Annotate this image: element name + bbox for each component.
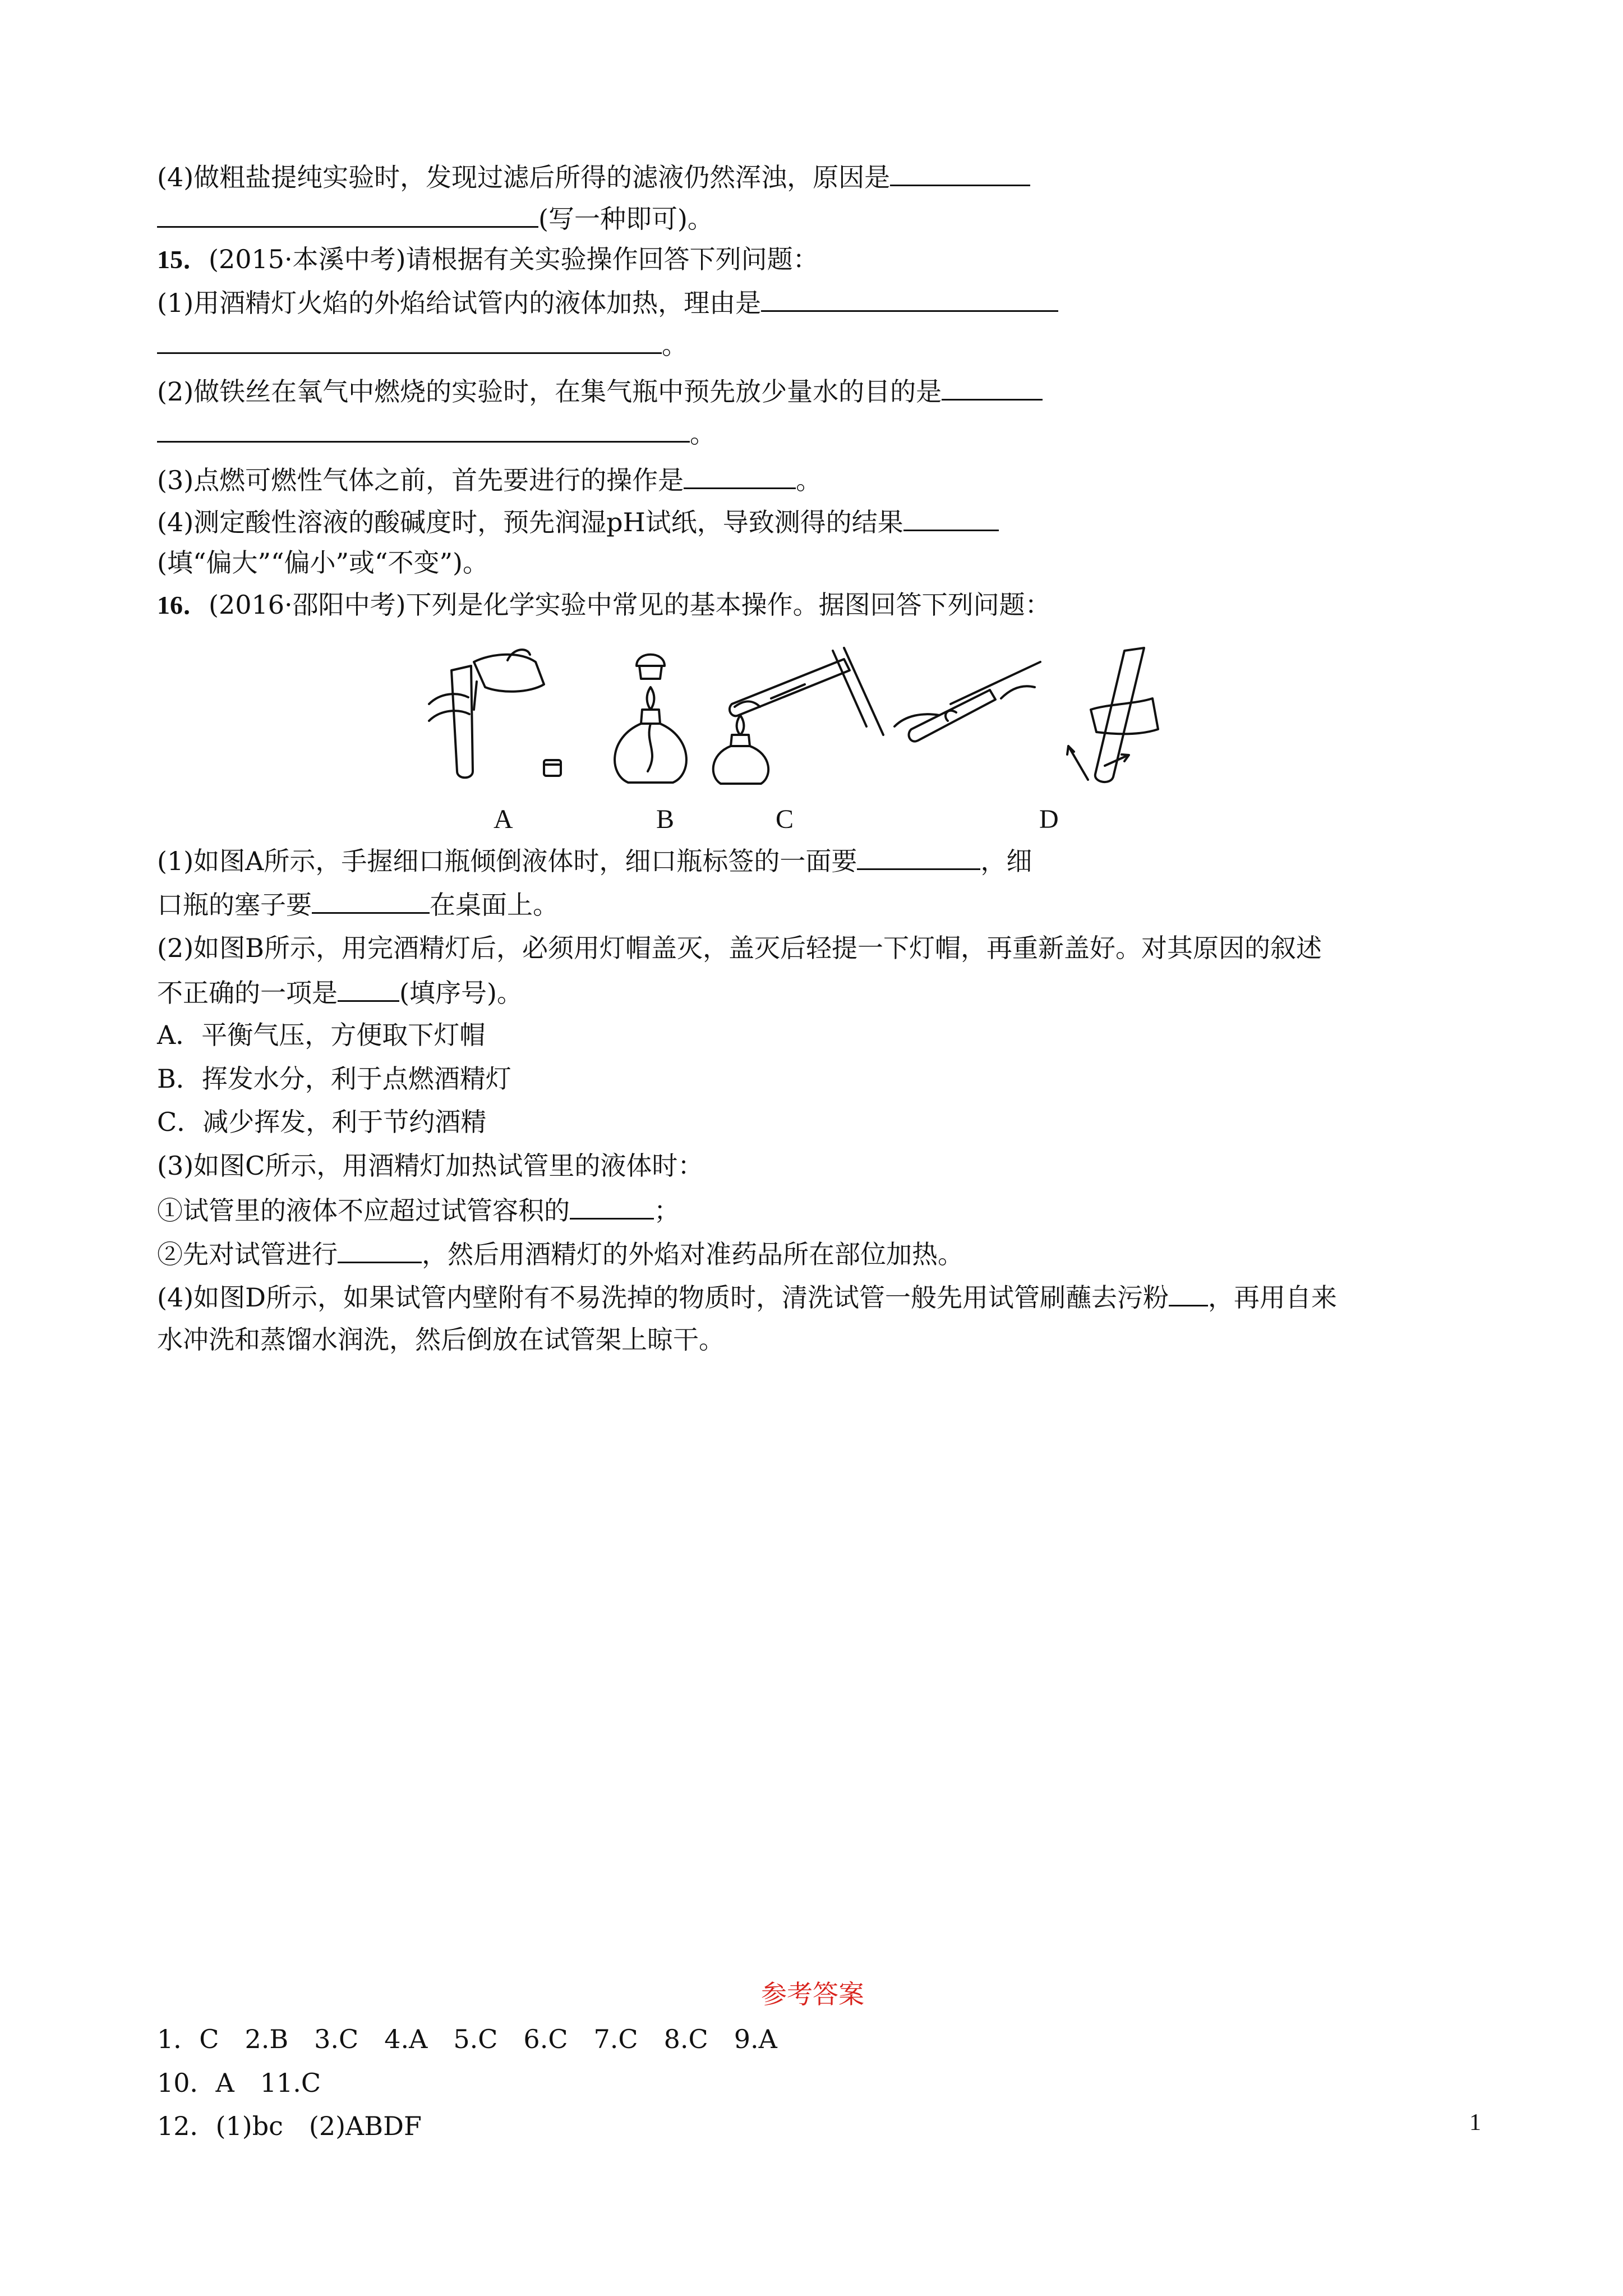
figure-c-heating-icon bbox=[713, 648, 883, 784]
answers-line-3: 12．(1)bc (2)ABDF bbox=[157, 2111, 422, 2141]
q15-header bbox=[157, 242, 819, 277]
answer-blank[interactable] bbox=[1169, 1279, 1208, 1306]
answer-blank[interactable] bbox=[312, 886, 430, 914]
q15-item4-line bbox=[157, 504, 999, 539]
answer-blank[interactable] bbox=[684, 462, 796, 489]
answer-blank[interactable] bbox=[761, 284, 1058, 312]
q16-item3-1b: ； bbox=[654, 1195, 680, 1226]
figure-a-pouring-icon bbox=[429, 650, 561, 777]
q16-item3-1a: ①试管里的液体不应超过试管容积的 bbox=[157, 1195, 570, 1226]
q15-item2-line2 bbox=[157, 415, 716, 450]
end-mark: 。 bbox=[796, 465, 822, 495]
answer-blank[interactable] bbox=[338, 1236, 422, 1263]
q16-option-c: C．减少挥发，利于节约酒精 bbox=[157, 1107, 487, 1137]
q16-item3-1-line bbox=[157, 1192, 680, 1227]
figure-label-b: B bbox=[656, 804, 675, 834]
q15-item1-line2 bbox=[157, 326, 688, 362]
q16-item4-line2: 水冲洗和蒸馏水润洗，然后倒放在试管架上晾干。 bbox=[157, 1324, 725, 1355]
lab-apparatus-figure bbox=[418, 631, 1203, 839]
q14-item4-line2 bbox=[157, 200, 713, 236]
question-source: (2016·邵阳中考) bbox=[209, 590, 406, 620]
q16-item4-b: ，再用自来 bbox=[1208, 1282, 1338, 1313]
q16-header bbox=[157, 588, 1051, 622]
q14-item4-tail: (写一种即可)。 bbox=[538, 204, 713, 234]
page-number: 1 bbox=[1469, 2110, 1481, 2136]
q16-option-a: A．平衡气压，方便取下灯帽 bbox=[157, 1020, 486, 1050]
answer-blank[interactable] bbox=[942, 373, 1043, 401]
q16-option-b: B．挥发水分，利于点燃酒精灯 bbox=[157, 1064, 511, 1094]
q16-item2-b: 不正确的一项是 bbox=[157, 978, 338, 1008]
answers-line-1: 1．C 2.B 3.C 4.A 5.C 6.C 7.C 8.C 9.A bbox=[157, 2024, 777, 2054]
q15-item3: (3)点燃可燃性气体之前，首先要进行的操作是 bbox=[157, 465, 684, 495]
answer-blank[interactable] bbox=[157, 326, 662, 354]
answer-blank[interactable] bbox=[338, 974, 399, 1002]
q16-item2-c: (填序号)。 bbox=[399, 978, 523, 1008]
q16-item1-c: 口瓶的塞子要 bbox=[157, 890, 312, 920]
q15-item1-line bbox=[157, 284, 1058, 320]
q16-item4-a: (4)如图D所示，如果试管内壁附有不易洗掉的物质时，清洗试管一般先用试管刷蘸去污粉 bbox=[157, 1282, 1169, 1313]
answers-heading: 参考答案 bbox=[761, 1979, 864, 2009]
q15-item3-line bbox=[157, 462, 822, 497]
answer-blank[interactable] bbox=[157, 200, 538, 228]
q16-item3-2b: ，然后用酒精灯的外焰对准药品所在部位加热。 bbox=[422, 1239, 963, 1269]
figure-label-d: D bbox=[1039, 804, 1059, 834]
question-number: 16． bbox=[157, 591, 209, 619]
q14-item4-line bbox=[157, 159, 1030, 194]
answer-blank[interactable] bbox=[570, 1192, 654, 1220]
q16-item2-a: (2)如图B所示，用完酒精灯后，必须用灯帽盖灭，盖灭后轻提一下灯帽，再重新盖好。对其原因的叙述 bbox=[157, 933, 1322, 963]
answer-blank[interactable] bbox=[857, 843, 980, 870]
q15-item2-line bbox=[157, 373, 1043, 408]
q15-item4-tail: (填“偏大”“偏小”或“不变”)。 bbox=[157, 547, 488, 578]
answer-blank[interactable] bbox=[890, 159, 1030, 186]
figure-d-cleaning-icon bbox=[895, 648, 1158, 782]
q15-item4-line2 bbox=[157, 546, 488, 579]
q16-item1-b: ，细 bbox=[980, 846, 1032, 876]
q16-item3-line: (3)如图C所示，用酒精灯加热试管里的液体时： bbox=[157, 1151, 704, 1181]
figure-label-c: C bbox=[776, 804, 794, 834]
apparatus-illustration bbox=[418, 631, 1203, 799]
answer-blank[interactable] bbox=[157, 415, 690, 443]
question-stem: 请根据有关实验操作回答下列问题： bbox=[405, 244, 819, 274]
q16-item2-line bbox=[157, 931, 1322, 965]
q16-item3-2a: ②先对试管进行 bbox=[157, 1239, 338, 1269]
question-stem: 下列是化学实验中常见的基本操作。据图回答下列问题： bbox=[405, 590, 1051, 620]
figure-b-alcohol-lamp-icon bbox=[615, 655, 686, 783]
end-mark: 。 bbox=[662, 330, 688, 360]
q16-item1-a: (1)如图A所示，手握细口瓶倾倒液体时，细口瓶标签的一面要 bbox=[157, 846, 857, 876]
question-number: 15． bbox=[157, 245, 209, 274]
q16-item2-line2 bbox=[157, 974, 523, 1010]
q15-item4: (4)测定酸性溶液的酸碱度时，预先润湿pH试纸，导致测得的结果 bbox=[157, 507, 903, 537]
figure-label-a: A bbox=[494, 804, 513, 834]
end-mark: 。 bbox=[690, 418, 716, 449]
q16-item1-d: 在桌面上。 bbox=[430, 890, 559, 920]
answer-blank[interactable] bbox=[903, 504, 999, 531]
q16-item1-line2 bbox=[157, 886, 559, 922]
q15-item2: (2)做铁丝在氧气中燃烧的实验时，在集气瓶中预先放少量水的目的是 bbox=[157, 376, 942, 407]
q15-item1: (1)用酒精灯火焰的外焰给试管内的液体加热，理由是 bbox=[157, 288, 762, 318]
question-source: (2015·本溪中考) bbox=[209, 244, 406, 274]
q16-item3-2-line bbox=[157, 1236, 963, 1271]
q14-item4-text: (4)做粗盐提纯实验时，发现过滤后所得的滤液仍然浑浊，原因是 bbox=[157, 162, 891, 192]
q16-item1-line bbox=[157, 843, 1032, 878]
answers-line-2: 10．A 11.C bbox=[157, 2068, 321, 2098]
q16-item4-line bbox=[157, 1279, 1337, 1314]
